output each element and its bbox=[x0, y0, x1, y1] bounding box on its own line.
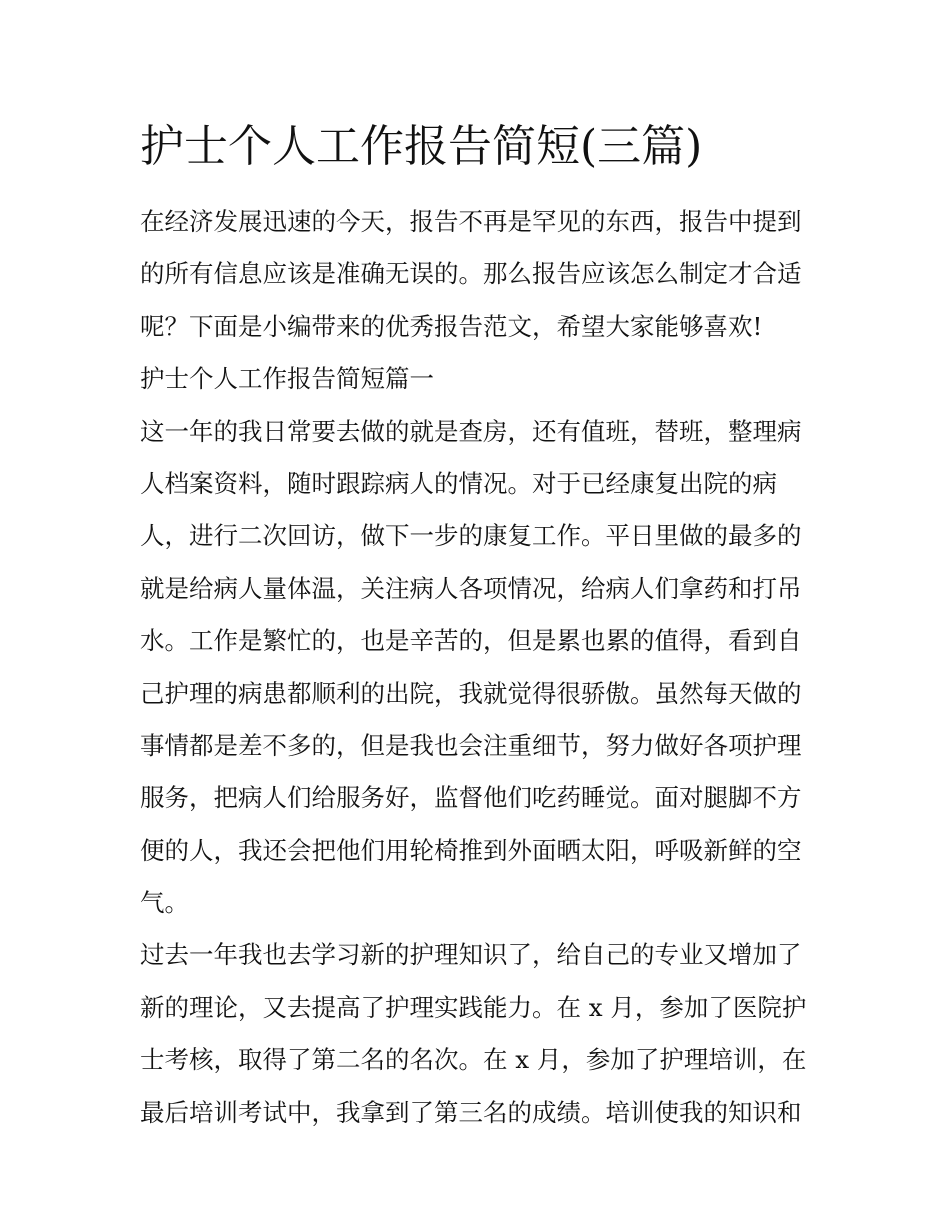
text-line: 过去一年我也去学习新的护理知识了，给自己的专业又增加了 bbox=[140, 940, 802, 970]
text-line: 士考核，取得了第二名的名次。在 x 月，参加了护理培训，在 bbox=[140, 1045, 807, 1075]
document-title: 护士个人工作报告简短(三篇) bbox=[140, 121, 703, 172]
text-line: 在经济发展迅速的今天，报告不再是罕见的东西，报告中提到 bbox=[140, 207, 802, 236]
text-line: 新的理论，又去提高了护理实践能力。在 x 月，参加了医院护 bbox=[140, 992, 807, 1022]
text-line: 己护理的病患都顺利的出院，我就觉得很骄傲。虽然每天做的 bbox=[140, 678, 802, 708]
document-body bbox=[140, 196, 812, 1139]
text-line: 服务，把病人们给服务好，监督他们吃药睡觉。面对腿脚不方 bbox=[140, 783, 802, 813]
text-line: 人档案资料，随时跟踪病人的情况。对于已经康复出院的病 bbox=[140, 468, 777, 498]
text-line: 气。 bbox=[140, 888, 189, 918]
text-line: 的所有信息应该是准确无误的。那么报告应该怎么制定才合适 bbox=[140, 259, 802, 289]
text-line: 呢？下面是小编带来的优秀报告范文，希望大家能够喜欢! bbox=[140, 311, 763, 341]
section-heading: 护士个人工作报告简短篇一 bbox=[140, 364, 434, 394]
text-line: 这一年的我日常要去做的就是查房，还有值班，替班，整理病 bbox=[140, 416, 802, 446]
text-line: 就是给病人量体温，关注病人各项情况，给病人们拿药和打吊 bbox=[140, 573, 802, 603]
text-line: 便的人，我还会把他们用轮椅推到外面晒太阳，呼吸新鲜的空 bbox=[140, 835, 802, 865]
text-line: 水。工作是繁忙的，也是辛苦的，但是累也累的值得，看到自 bbox=[140, 626, 802, 656]
text-line: 事情都是差不多的，但是我也会注重细节，努力做好各项护理 bbox=[140, 730, 802, 760]
text-line: 最后培训考试中，我拿到了第三名的成绩。培训使我的知识和 bbox=[140, 1097, 802, 1127]
text-line: 人，进行二次回访，做下一步的康复工作。平日里做的最多的 bbox=[140, 521, 802, 551]
